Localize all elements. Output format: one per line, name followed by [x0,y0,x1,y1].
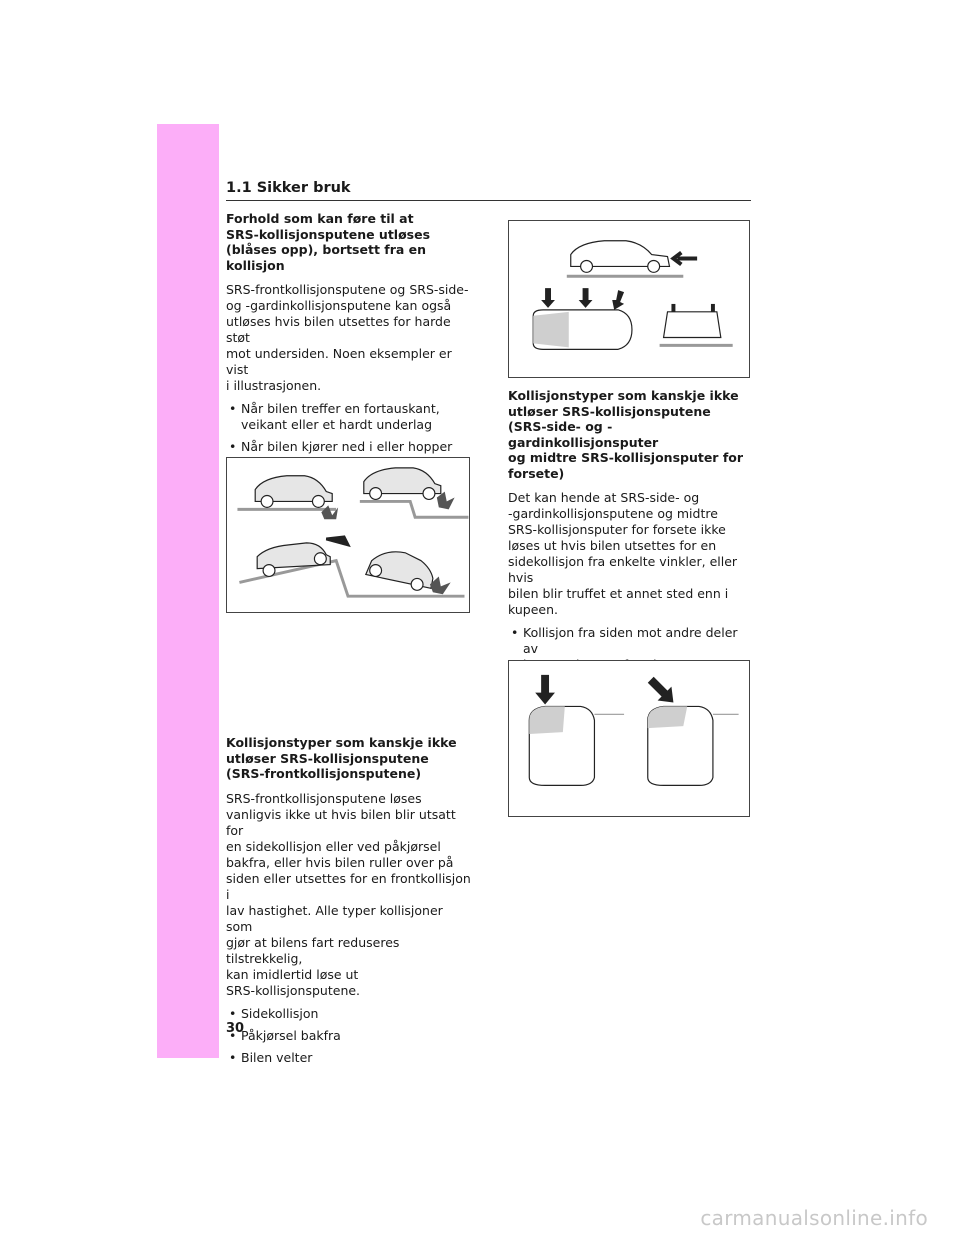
heading-side-airbag-nondeploy: Kollisjonstyper som kanskje ikke utløser SRS-kollisjonsputene (SRS-side- og -gardinkollisjonsputer og midtre SRS-kollisjonsputer for forsete) [508,388,744,481]
paragraph-deployment: SRS-frontkollisjonsputene og SRS-side- og -gardinkollisjonsputene kan også utløses hvis bilen utsettes for harde støt mot undersiden. Noen eksempler er vist i illustrasjonen. [226,282,469,393]
paragraph-side-airbag: Det kan hende at SRS-side- og -gardinkollisjonsputene og midtre SRS-kollisjonsputer for forsete ikke løses ut hvis bilen utsettes for en sidekollisjon fra enkelte vinkler, eller hvis bilen blir truffet et annet sted enn i kupeen. [508,490,738,617]
list-item: • Sidekollisjon [226,1006,471,1022]
list-item: • Kollisjon fra siden mot andre deler av [508,625,753,673]
heading-front-airbag-nondeploy: Kollisjonstyper som kanskje ikke utløser SRS-kollisjonsputene (SRS-frontkollisjonsputene) [226,735,457,781]
illustration-side-collision-angles [508,660,750,817]
right-column [508,388,753,701]
illustration-side-impact-zones [508,220,750,378]
illustration-underbody-impacts [226,457,470,613]
list-item: • Bilen velter [226,1050,471,1066]
list-item: • Påkjørsel bakfra [226,1028,471,1044]
section-divider [226,200,751,201]
watermark: carmanualsonline.info [700,1206,928,1230]
left-column [226,211,471,1072]
page-side-tab [157,124,219,1058]
bullet-list-front [226,1006,471,1066]
side-impact-drawing [509,221,749,377]
heading-deployment-conditions: Forhold som kan føre til at SRS-kollisjonsputene utløses (blåses opp), bortsett fra en kollisjon [226,211,431,273]
paragraph-front-airbag: SRS-frontkollisjonsputene løses vanligvis ikke ut hvis bilen blir utsatt for en sidekollisjon eller ved påkjørsel bakfra, eller hvis bilen ruller over på siden eller utsettes for en frontkollisjon i lav hastighet. Alle typer kollisjoner som gjør at bilens fart reduseres tilstrekkelig, kan imidlertid løse ut SRS-kollisjonsputene. [226,790,471,998]
list-item: • Når bilen kjører ned i eller hopper [226,439,471,487]
section-title: 1.1 Sikker bruk [226,180,351,196]
side-collision-drawing [509,661,749,816]
underbody-impact-drawing [227,458,469,612]
page-number: 30 [226,1021,245,1036]
list-item: • Når bilen treffer en fortauskant, veikant eller et hardt underlag [226,401,471,433]
